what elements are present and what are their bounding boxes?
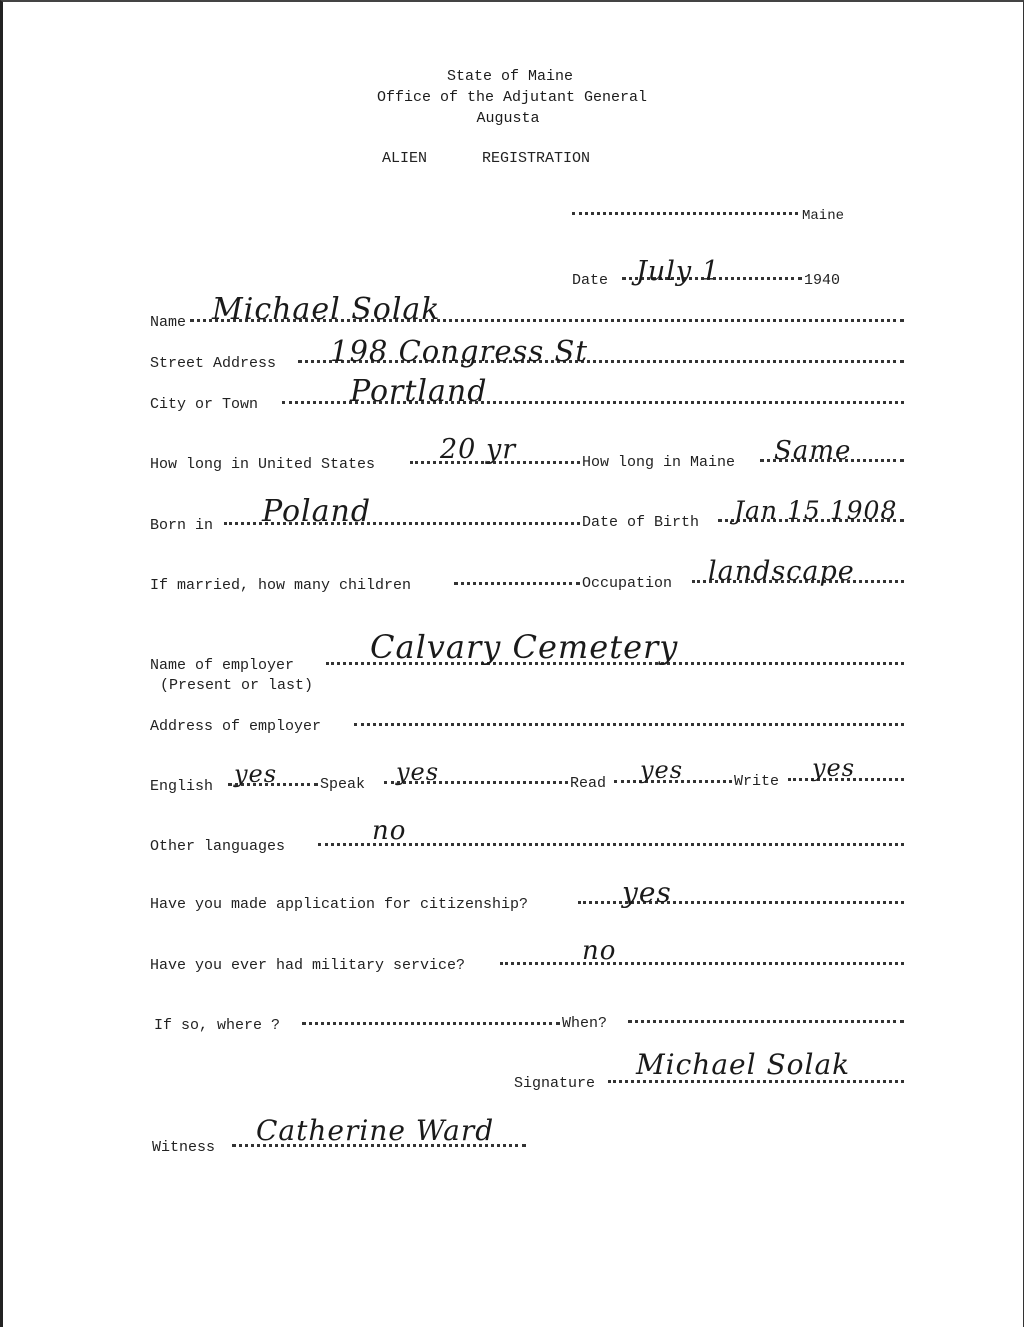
english-value: yes [234, 760, 278, 788]
employer-label: Name of employer [150, 657, 295, 674]
title-alien: ALIEN [382, 150, 428, 167]
when-label: When? [562, 1015, 608, 1032]
married-label: If married, how many children [150, 577, 412, 594]
citizenship-label: Have you made application for citizenship? [150, 896, 529, 913]
name-value: Michael Solak [212, 292, 441, 327]
read-label: Read [570, 775, 607, 792]
how-long-maine-label: How long in Maine [582, 454, 736, 471]
how-long-us-label: How long in United States [150, 456, 376, 473]
if-so-where-dots [302, 1022, 560, 1025]
occupation-label: Occupation [582, 575, 673, 592]
employer-address-dots [354, 723, 904, 726]
born-in-value: Poland [262, 494, 372, 529]
employer-note: (Present or last) [160, 677, 314, 694]
how-long-us-value: 20 yr [440, 434, 517, 465]
date-label: Date [572, 272, 609, 289]
maine-dots [572, 212, 798, 215]
occupation-value: landscape [708, 556, 855, 587]
born-in-label: Born in [150, 517, 214, 534]
speak-label: Speak [320, 776, 366, 793]
read-value: yes [640, 756, 684, 784]
how-long-maine-value: Same [774, 436, 852, 466]
other-languages-label: Other languages [150, 838, 286, 855]
date-value: July 1 [636, 256, 720, 287]
when-dots [628, 1020, 904, 1023]
date-of-birth-label: Date of Birth [582, 514, 700, 531]
maine-label: Maine [802, 208, 845, 224]
street-address-value: 198 Congress St [330, 334, 588, 368]
speak-value: yes [396, 758, 440, 786]
military-dots [500, 962, 904, 965]
signature-value: Michael Solak [636, 1048, 851, 1081]
title-registration: REGISTRATION [482, 150, 591, 167]
name-label: Name [150, 314, 187, 331]
married-dots [454, 582, 580, 585]
write-value: yes [812, 754, 856, 782]
city-label: City or Town [150, 396, 259, 413]
employer-address-label: Address of employer [150, 718, 322, 735]
write-label: Write [734, 773, 780, 790]
english-label: English [150, 778, 214, 795]
date-of-birth-value: Jan 15 1908 [734, 496, 898, 525]
header-office: Office of the Adjutant General [376, 89, 648, 106]
city-value: Portland [350, 374, 488, 409]
military-value: no [582, 936, 617, 966]
date-year: 1940 [804, 272, 841, 289]
other-languages-value: no [372, 816, 407, 846]
witness-label: Witness [152, 1139, 216, 1156]
if-so-where-label: If so, where ? [154, 1017, 281, 1034]
employer-value: Calvary Cemetery [370, 628, 679, 666]
signature-label: Signature [514, 1075, 596, 1092]
header-city: Augusta [476, 110, 540, 127]
street-address-label: Street Address [150, 355, 277, 372]
military-label: Have you ever had military service? [150, 957, 466, 974]
witness-value: Catherine Ward [256, 1114, 495, 1147]
citizenship-value: yes [622, 876, 672, 909]
header-state: State of Maine [446, 68, 574, 85]
